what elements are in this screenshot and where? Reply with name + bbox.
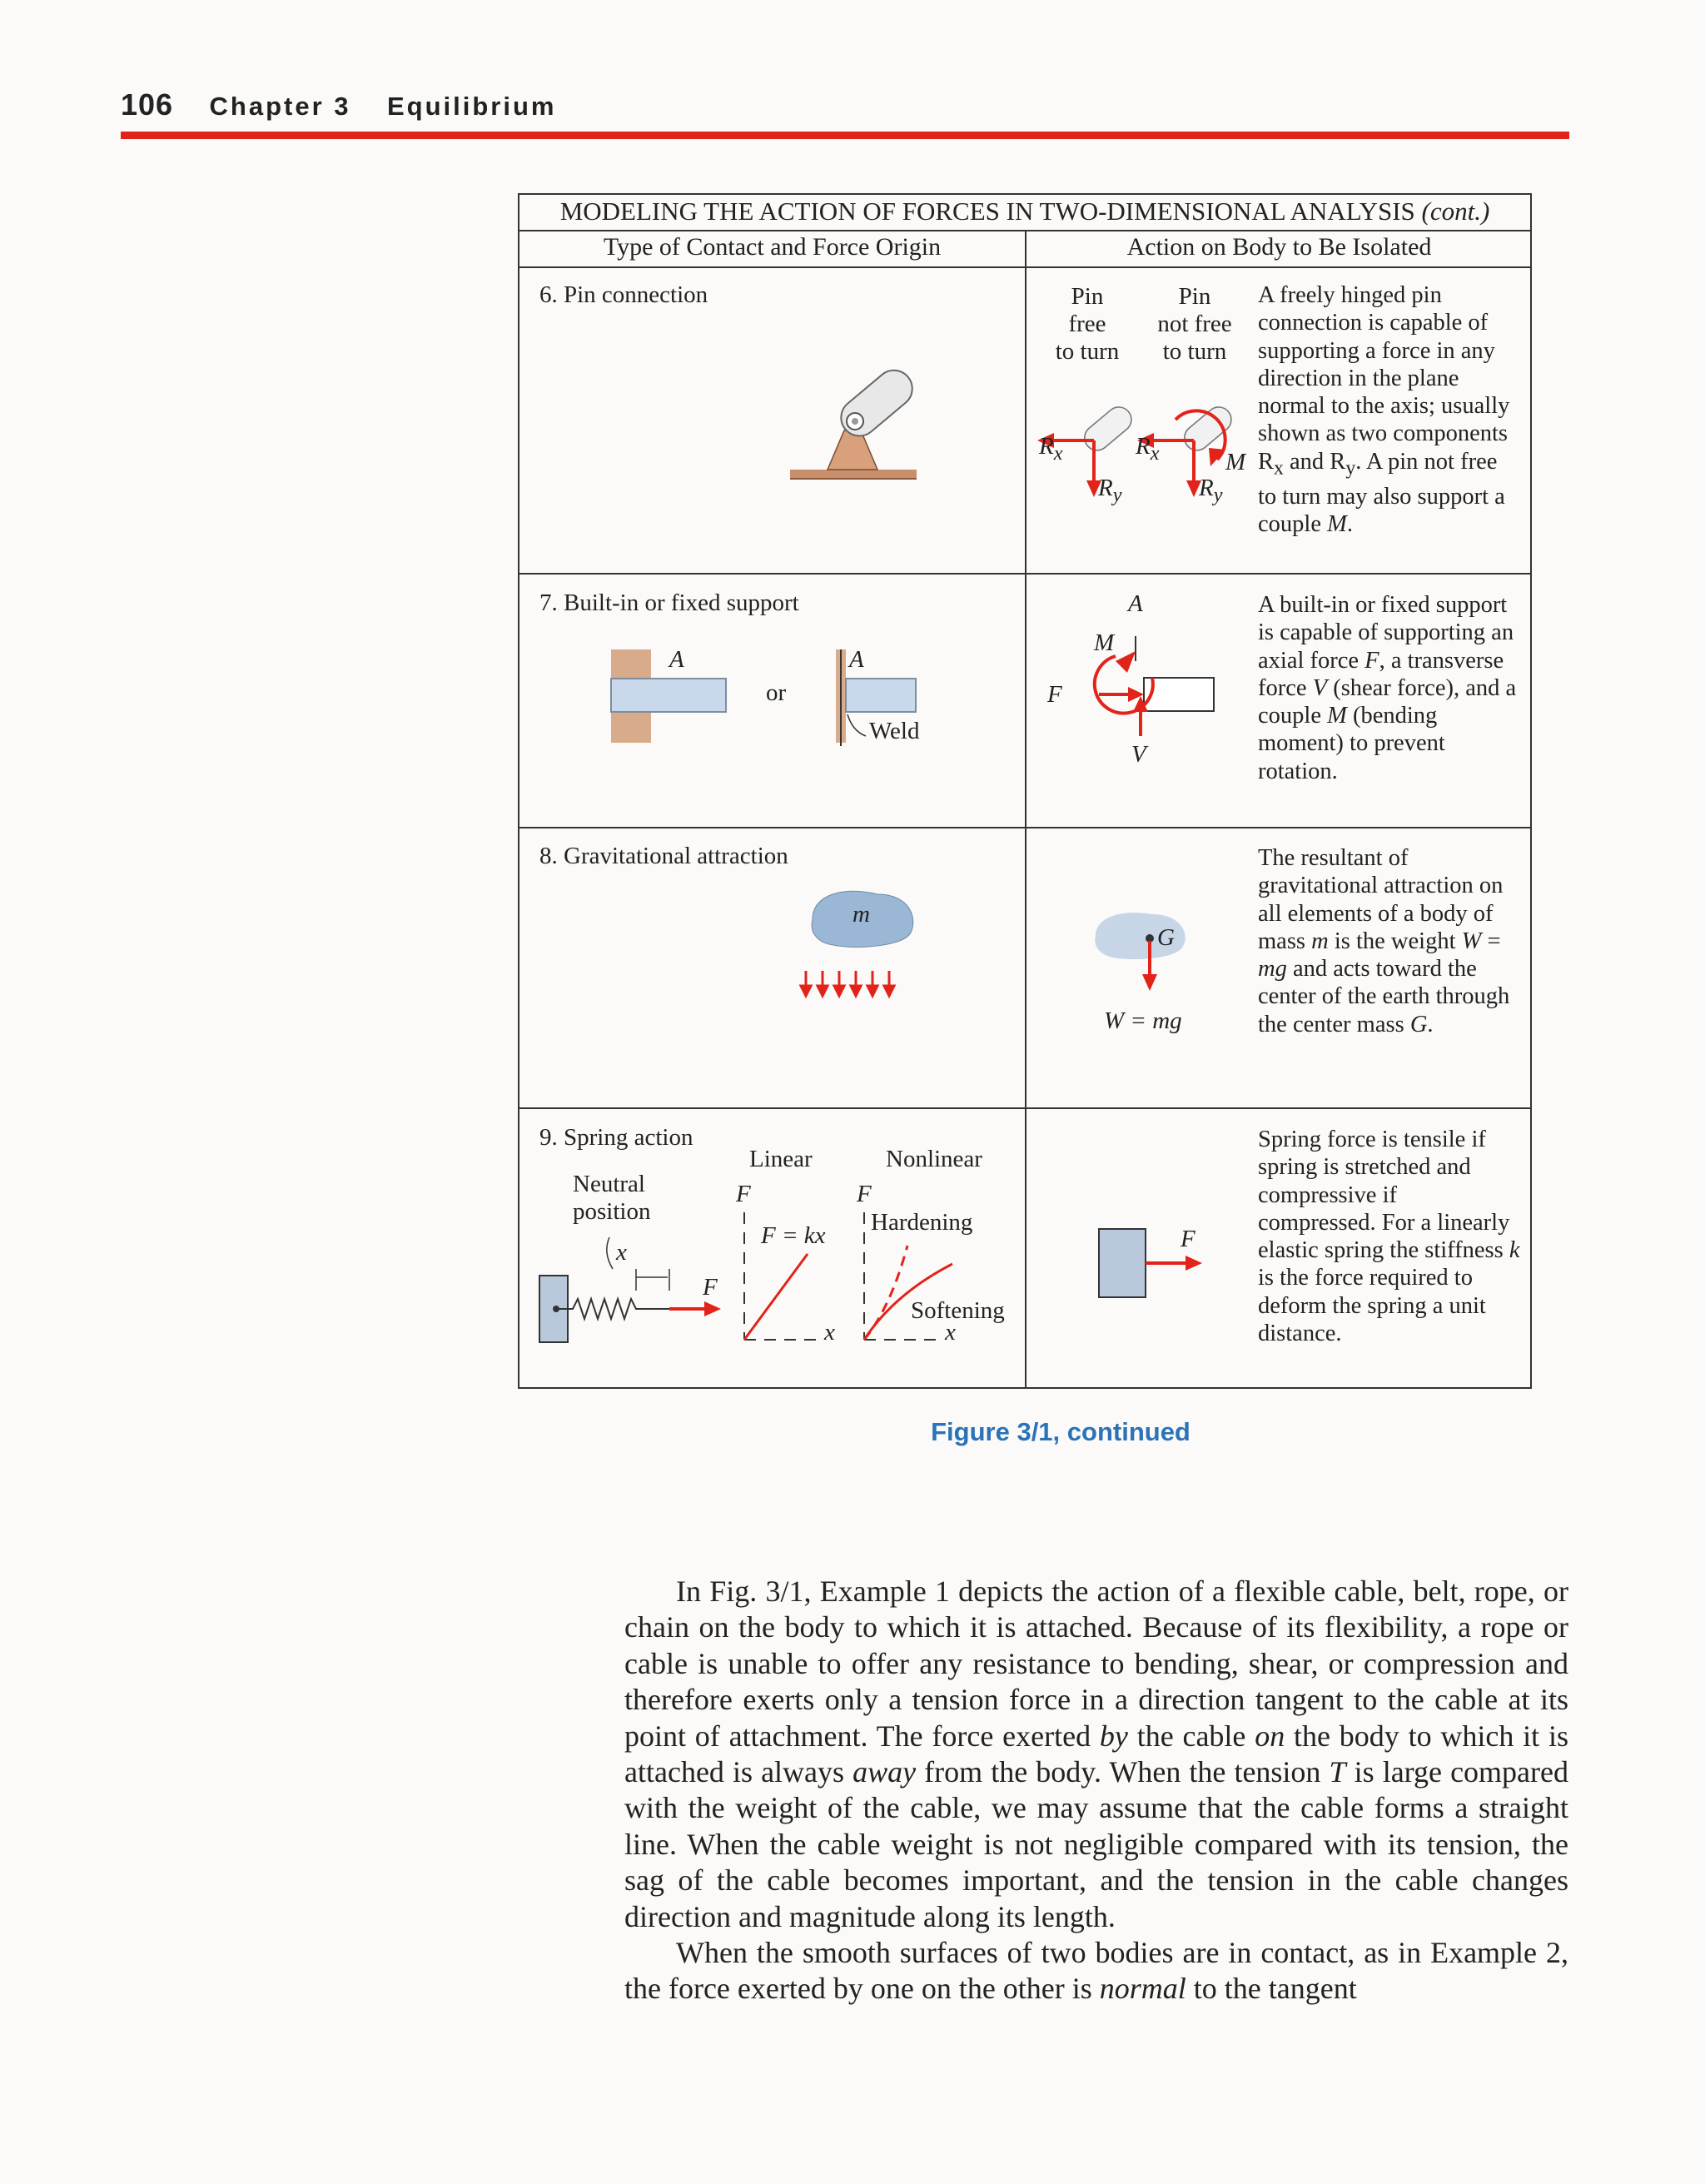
w-label: W = mg: [1104, 1007, 1182, 1034]
header-rule: [121, 132, 1569, 139]
softening-label: Softening: [911, 1297, 1005, 1324]
a-label-2: A: [849, 646, 864, 673]
m-label: M: [1225, 449, 1246, 475]
pin-free-label: Pin free to turn: [1055, 283, 1120, 365]
m-label: M: [1094, 629, 1115, 656]
spring-body: [1099, 1229, 1146, 1297]
paragraph: In Fig. 3/1, Example 1 depicts the action of a flexible cable, belt, rope, or chain on the body to which it is attached. Because of its flexibility, a rope or cable is unable to offer any resistance to bending, shear, or compression and therefore exerts only a tension force in a direction tangent to the cable at its point of attachment. The force exerted by the cable on the body to which it is attached is always away from the body. When the tension T is large compared with the weight of the cable, we may assume that the cable forms a straight line. When the cable weight is not negligible compared with its tension, the sag of the cable becomes important, and the tension in the cable changes direction and magnitude along its length.: [624, 1575, 1569, 1933]
ry-label-2: $R_y$: [1199, 475, 1223, 506]
rx-label-2: $R_x$: [1136, 433, 1160, 465]
force-model-table: [518, 193, 1532, 1389]
x-axis-label: x: [824, 1319, 835, 1346]
linear-curve: [744, 1254, 808, 1340]
description: Spring force is tensile if spring is stretched and compressive if compressed. For a linearly elastic spring the stiffness k is the force required to deform the spring a unit distance.: [1258, 1127, 1520, 1347]
f-label: F: [703, 1274, 718, 1301]
a-label: A: [669, 646, 684, 673]
page-number: 106: [121, 87, 174, 122]
fkx-label: F = kx: [761, 1222, 826, 1249]
g-label: G: [1157, 924, 1175, 951]
description: A built-in or fixed support is capable of supporting an axial force F, a transverse force V (shear force), and a couple M (bending moment) to prevent rotation.: [1258, 592, 1517, 784]
rx-label: $R_x$: [1039, 433, 1063, 465]
row-label-fixed: 7. Built-in or fixed support: [539, 590, 799, 616]
weld-label: Weld: [869, 718, 920, 744]
page-header: [121, 87, 556, 122]
neutral-position-label: Neutral position: [573, 1171, 651, 1225]
f-axis-label: F: [736, 1181, 751, 1207]
column-header-action: Action on Body to Be Isolated: [1126, 233, 1432, 261]
hardening-label: Hardening: [871, 1209, 973, 1236]
spring-coil: [556, 1299, 669, 1319]
spring-force-arrowhead: [704, 1301, 721, 1316]
a-label-3: A: [1128, 590, 1143, 617]
neutral-leader: [607, 1237, 613, 1269]
nonlinear-label: Nonlinear: [886, 1146, 982, 1172]
spring-force-arrowhead-2: [1186, 1256, 1202, 1271]
column-header-contact: Type of Contact and Force Origin: [603, 233, 942, 261]
or-label: or: [766, 679, 787, 706]
softening-curve: [864, 1264, 952, 1340]
row-label-pin: 6. Pin connection: [539, 281, 708, 308]
pin-not-free-label: Pin not free to turn: [1157, 283, 1232, 365]
chapter-label: Chapter 3: [209, 92, 351, 121]
linear-label: Linear: [749, 1146, 813, 1172]
paragraph: When the smooth surfaces of two bodies are in contact, as in Example 2, the force exerted by one on the other is normal to the tangent: [624, 1936, 1568, 2006]
f-axis-label-2: F: [857, 1181, 872, 1207]
f-label: F: [1047, 681, 1062, 708]
spring-diagrams: [519, 195, 1534, 1390]
chapter-title: Equilibrium: [386, 92, 557, 121]
ry-label: $R_y$: [1098, 475, 1122, 506]
m-label: m: [852, 901, 870, 928]
description: A freely hinged pin connection is capable of supporting a force in any direction in the plane normal to the axis; usually shown as two components $R_x$ and $R_y$. A pin not free to turn may also support a couple M.: [1258, 282, 1510, 538]
figure-caption: Figure 3/1, continued: [931, 1417, 1191, 1446]
f-label-2: F: [1181, 1226, 1195, 1252]
row-label-gravity: 8. Gravitational attraction: [539, 843, 788, 869]
table-caption: MODELING THE ACTION OF FORCES IN TWO-DIMENSIONAL ANALYSIS (cont.): [559, 197, 1490, 226]
v-label: V: [1131, 741, 1146, 768]
x-axis-label-2: x: [945, 1319, 956, 1346]
row-label-spring: 9. Spring action: [539, 1124, 693, 1151]
description: The resultant of gravitational attraction on all elements of a body of mass m is the weight W = mg and acts toward the center of the earth through the center mass G.: [1258, 845, 1510, 1037]
body-text: [624, 1574, 1568, 2007]
x-label: x: [616, 1239, 627, 1266]
hardening-curve: [864, 1246, 907, 1340]
